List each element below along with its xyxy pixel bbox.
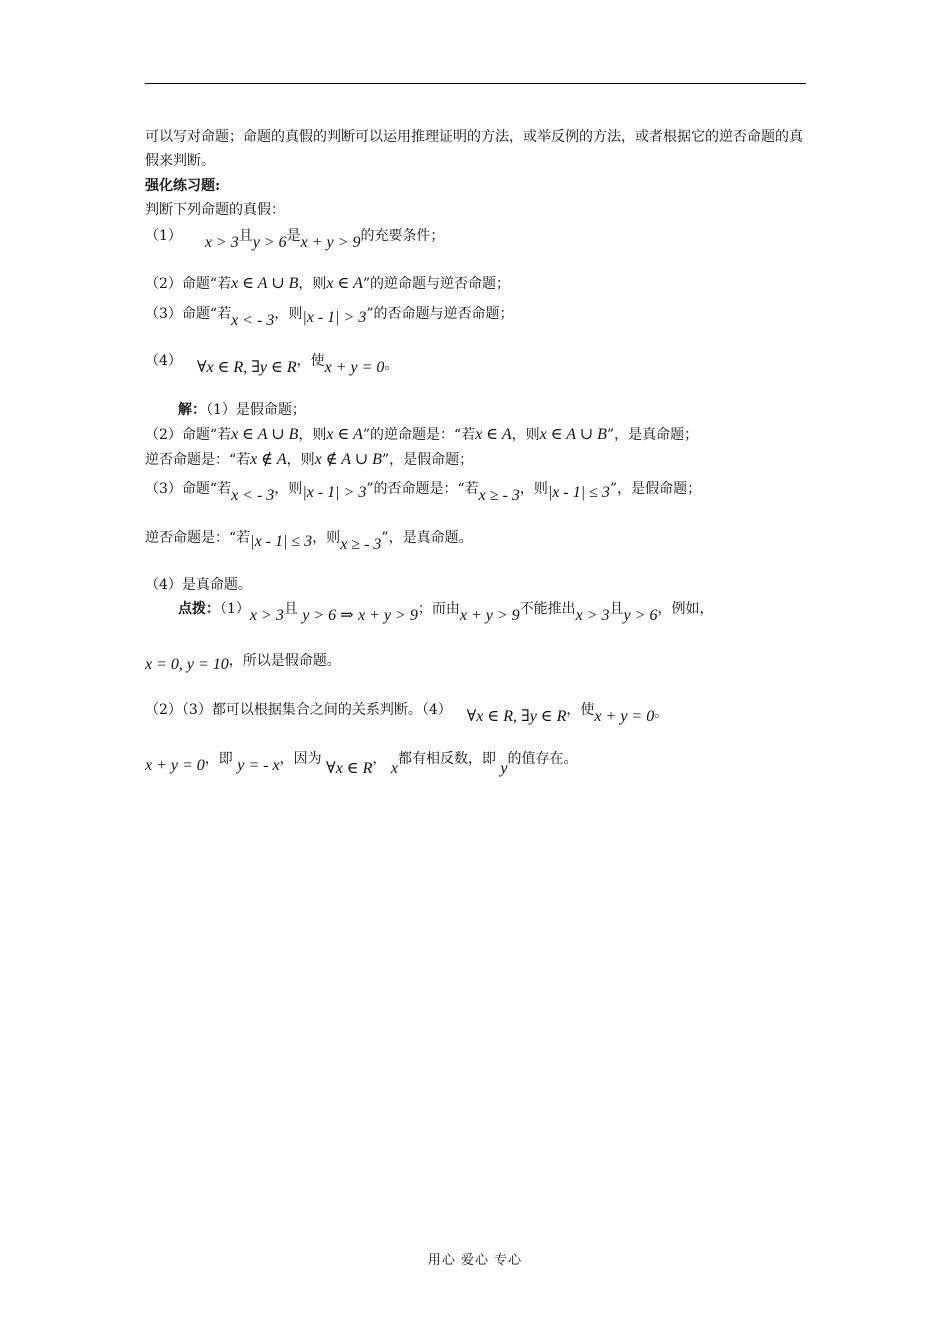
- hint-1: [178, 601, 714, 624]
- math-expression: x > 3: [575, 607, 610, 624]
- math-expression: y > 6 ⇒: [302, 607, 354, 624]
- text: （1）是假命题；: [206, 402, 306, 418]
- math-expression: x: [390, 760, 398, 777]
- math-expression: x + y > 9: [459, 607, 520, 624]
- math-expression: y = - x: [237, 757, 280, 774]
- solution-4: （4）是真命题。: [145, 577, 252, 593]
- problem-number: （4）: [145, 353, 182, 369]
- text: ，则: [312, 530, 341, 546]
- text: 逆否命题是：“若: [145, 452, 251, 468]
- math-expression: x + y = 0: [145, 757, 205, 774]
- solution-label: 解：: [178, 402, 206, 418]
- math-expression: x ∈ A: [475, 426, 512, 443]
- text: 都有相反数，即: [397, 751, 496, 767]
- text: ”，是假命题；: [381, 452, 474, 468]
- math-expression: y: [500, 760, 508, 777]
- problem-number: （1）: [145, 228, 182, 244]
- math-expression: |x - 1| ≤ 3: [250, 533, 313, 550]
- math-expression: ∀x ∈ R: [326, 760, 373, 777]
- problem-number: （3）: [145, 306, 182, 322]
- math-expression: |x - 1| > 3: [302, 309, 367, 326]
- math-expression: |x - 1| ≤ 3: [547, 484, 610, 501]
- text: ，则: [511, 427, 540, 443]
- page-footer: 用心 爱心 专心: [427, 1253, 523, 1268]
- math-expression: x + y = 0: [594, 708, 655, 725]
- hint-1b: [145, 653, 341, 673]
- solution-3: [145, 481, 702, 504]
- text: ，例如，: [657, 601, 714, 617]
- text: ”的逆命题与逆否命题；: [362, 276, 511, 292]
- text: 不能推出: [519, 601, 576, 617]
- math-expression: x + y > 9: [358, 607, 418, 624]
- problem-3: [145, 306, 514, 329]
- math-expression: x > 3: [204, 234, 239, 251]
- text: ”的逆命题是：“若: [362, 427, 476, 443]
- math-expression: x > 3: [249, 607, 284, 624]
- math-expression: x < - 3: [231, 312, 275, 329]
- text: 且: [238, 228, 253, 244]
- math-expression: x < - 3: [231, 487, 275, 504]
- solution-2: [145, 427, 698, 443]
- text: ，使: [296, 353, 325, 369]
- text: ”，是真命题；: [606, 427, 699, 443]
- text: 。: [654, 705, 669, 721]
- text: ，即: [204, 751, 233, 767]
- math-expression: x ∈ A: [326, 275, 363, 292]
- math-expression: x + y = 0: [324, 359, 385, 376]
- text: ，则: [286, 452, 315, 468]
- hint-3: [145, 751, 578, 777]
- text: ；而由: [417, 601, 460, 617]
- text: （2）命题“若: [145, 427, 232, 443]
- text: （3）命题“若: [145, 481, 232, 497]
- hint-2: [145, 702, 669, 725]
- text: 是: [286, 228, 301, 244]
- text: 命题“若: [181, 276, 232, 292]
- text: 的值存在。: [507, 751, 578, 767]
- hint-label: 点拨：: [178, 601, 220, 617]
- math-expression: y > 6: [252, 234, 287, 251]
- math-expression: ∀x ∈ R, ∃y ∈ R: [196, 359, 297, 376]
- intro-paragraph: 可以写对命题；命题的真假的判断可以运用推理证明的方法，或举反例的方法，或者根据它的逆否命题的真假来判断。: [145, 129, 803, 169]
- text: ”，是假命题；: [609, 481, 702, 497]
- section-heading: 强化练习题:: [145, 178, 221, 194]
- text: ，则: [274, 481, 303, 497]
- header-rule: [145, 83, 806, 84]
- text: 命题“若: [181, 306, 232, 322]
- text: 且: [609, 601, 624, 617]
- solution-1: [178, 402, 306, 418]
- text: ，: [372, 751, 387, 767]
- text: ”的否命题与逆否命题；: [366, 306, 514, 322]
- solution-2b: [145, 452, 473, 468]
- math-expression: x ∈ A: [326, 426, 363, 443]
- math-expression: |x - 1| > 3: [302, 484, 367, 501]
- math-expression: x ∉ A: [250, 451, 287, 468]
- problem-number: （2）: [145, 276, 182, 292]
- text: ，则: [298, 276, 327, 292]
- text: 的充要条件；: [360, 228, 445, 244]
- math-expression: x ≥ - 3: [478, 487, 520, 504]
- text: （2）（3）都可以根据集合之间的关系判断。（4）: [145, 702, 452, 718]
- problem-2: [145, 276, 510, 292]
- math-expression: x ∈ A ∪ B: [539, 426, 607, 443]
- math-expression: x ≥ - 3: [340, 536, 382, 553]
- math-expression: x = 0, y = 10: [145, 656, 229, 673]
- math-expression: ∀x ∈ R, ∃y ∈ R: [466, 708, 567, 725]
- math-expression: x + y > 9: [300, 234, 361, 251]
- solution-3b: [145, 530, 473, 553]
- text: 。: [384, 357, 399, 373]
- math-expression: y > 6: [623, 607, 658, 624]
- text: ”，是真命题。: [381, 530, 473, 546]
- text: ，所以是假命题。: [228, 653, 341, 669]
- problem-1: [145, 228, 445, 251]
- text: ，则: [298, 427, 327, 443]
- text: ，则: [519, 481, 548, 497]
- text: ，因为: [279, 751, 322, 767]
- text: 逆否命题是：“若: [145, 530, 251, 546]
- math-expression: x ∈ A ∪ B: [231, 426, 299, 443]
- math-expression: x ∉ A ∪ B: [314, 451, 382, 468]
- text: 且: [283, 601, 298, 617]
- task-text: 判断下列命题的真假：: [145, 202, 285, 218]
- text: （1）: [220, 601, 250, 617]
- text: ”的否命题是：“若: [366, 481, 479, 497]
- text: ，则: [274, 306, 303, 322]
- math-expression: x ∈ A ∪ B: [231, 275, 299, 292]
- text: ，使: [566, 702, 595, 718]
- problem-4: [145, 353, 399, 376]
